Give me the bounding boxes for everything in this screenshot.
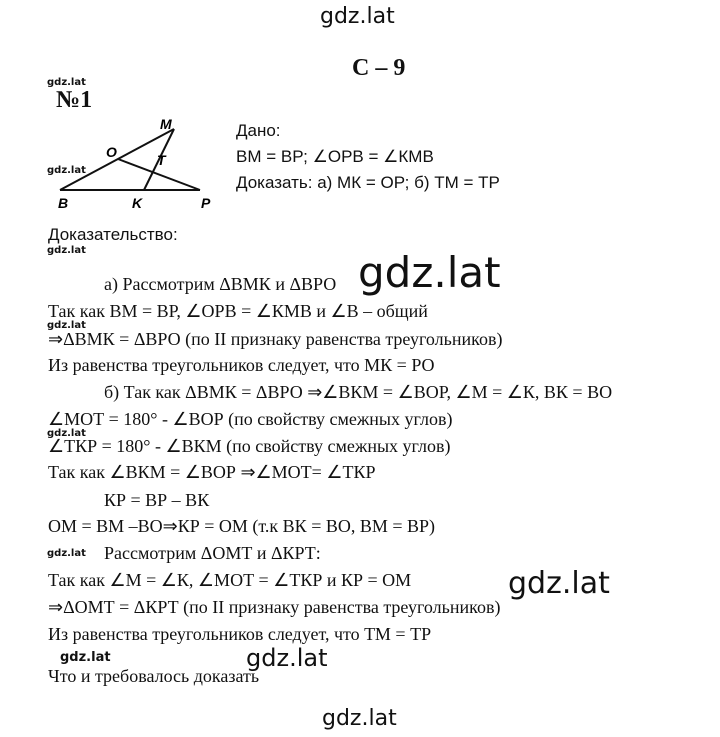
watermark-center-bottom: gdz.lat: [246, 644, 328, 672]
given-heading: Дано:: [236, 121, 281, 140]
label-m: M: [160, 116, 172, 132]
given-condition: ВМ = ВР; ∠ОРВ = ∠КМВ: [236, 147, 434, 166]
proof-line: Так как ∠М = ∠К, ∠МОТ = ∠ТКР и КР = ОМ: [48, 570, 412, 590]
proof-line: Так как ВМ = ВР, ∠ОРВ = ∠КМВ и ∠В – общий: [48, 301, 428, 321]
label-b: B: [58, 195, 69, 211]
proof-conclusion: Что и требовалось доказать: [48, 666, 260, 686]
given-prove: Доказать: а) МК = ОР; б) ТМ = ТР: [236, 173, 500, 192]
proof-line: Из равенства треугольников следует, что ТМ = ТР: [48, 624, 432, 644]
proof-line: ∠ТКР = 180° - ∠ВКМ (по свойству смежных углов): [48, 436, 451, 456]
watermark-small-2: gdz.lat: [47, 165, 86, 176]
watermark-small-6: gdz.lat: [47, 548, 86, 559]
proof-line: Рассмотрим ΔОМТ и ΔКРТ:: [104, 543, 321, 563]
proof-line: Из равенства треугольников следует, что МК = РО: [48, 355, 435, 375]
triangle-figure: [50, 112, 230, 212]
section-title: С – 9: [352, 55, 406, 81]
proof-line: ⇒ΔОМТ = ΔКРТ (по II признаку равенства треугольников): [48, 597, 501, 617]
proof-heading: Доказательство:: [48, 225, 178, 244]
proof-line: КР = ВР – ВК: [104, 490, 210, 510]
label-o: O: [106, 144, 117, 160]
label-t: T: [157, 152, 166, 168]
watermark-small-7: gdz.lat: [60, 650, 111, 665]
watermark-top: gdz.lat: [320, 4, 395, 29]
problem-number: №1: [56, 87, 93, 113]
proof-line: б) Так как ΔВМК = ΔВРО ⇒∠ВКМ = ∠ВОР, ∠М = ∠К, ВК = ВО: [104, 382, 613, 402]
watermark-small-4: gdz.lat: [47, 320, 86, 331]
watermark-small-5: gdz.lat: [47, 428, 86, 439]
proof-line: Так как ∠ВКМ = ∠ВОР ⇒∠МОТ= ∠ТКР: [48, 462, 376, 482]
proof-line: ∠МОТ = 180° - ∠ВОР (по свойству смежных углов): [48, 409, 453, 429]
label-p: P: [201, 195, 211, 211]
watermark-big-middle: gdz.lat: [358, 248, 501, 297]
proof-line: ⇒ΔВМК = ΔВРО (по II признаку равенства треугольников): [48, 329, 503, 349]
watermark-small-1: gdz.lat: [47, 77, 86, 88]
watermark-bottom: gdz.lat: [322, 706, 397, 731]
proof-line: а) Рассмотрим ΔВМК и ΔВРО: [104, 274, 337, 294]
watermark-right: gdz.lat: [508, 566, 610, 601]
label-k: K: [132, 195, 143, 211]
proof-line: ОМ = ВМ –ВО⇒КР = ОМ (т.к ВК = ВО, ВМ = ВР): [48, 516, 436, 536]
watermark-small-3: gdz.lat: [47, 245, 86, 256]
